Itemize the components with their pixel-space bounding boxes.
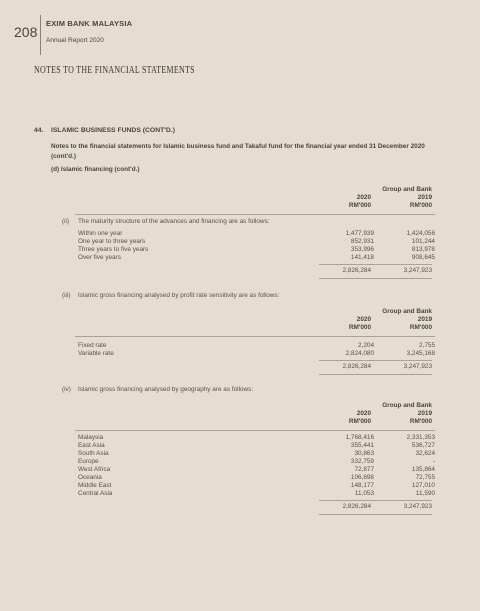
group-header: Group and Bank <box>382 308 432 315</box>
value-2019: 127,010 <box>411 481 435 489</box>
unit-2019-header: RM'000 <box>409 324 432 331</box>
table-row <box>78 449 435 457</box>
table-body <box>78 229 435 261</box>
value-2020: 11,053 <box>354 489 374 497</box>
total-rule-bottom <box>319 514 432 515</box>
total-row <box>319 267 432 274</box>
report-title: Annual Report 2020 <box>46 37 104 44</box>
table-row <box>78 473 435 481</box>
table-row <box>78 457 435 465</box>
value-2019: - <box>432 457 435 465</box>
bank-name: EXIM BANK MALAYSIA <box>46 19 133 28</box>
total-2020: 2,826,284 <box>342 363 371 370</box>
total-2019: 3,247,923 <box>403 267 432 274</box>
total-rule-bottom <box>319 278 432 279</box>
row-label: Malaysia <box>78 433 104 441</box>
row-label: Middle East <box>78 481 112 489</box>
value-2019: 101,244 <box>411 237 435 245</box>
value-2020: 1,768,416 <box>345 433 374 441</box>
year-2020-header: 2020 <box>356 194 371 201</box>
row-label: Over five years <box>78 253 121 261</box>
section-intro: Notes to the financial statements for Islamic business fund and Takaful fund for the financial year ended 31 December 2020 (cont'd.) <box>51 143 425 160</box>
total-rule-bottom <box>319 374 432 375</box>
section-number: 44. <box>34 127 44 134</box>
row-label: Central Asia <box>78 489 113 497</box>
value-2019: 32,624 <box>415 449 435 457</box>
table-numeral: (iii) <box>62 292 71 299</box>
value-2020: 106,698 <box>350 473 374 481</box>
table-row <box>78 341 435 349</box>
table-description: Islamic gross financing analysed by profit rate sensitivity are as follows: <box>78 292 280 299</box>
total-rule-top <box>319 360 432 361</box>
unit-2020-header: RM'000 <box>348 202 371 209</box>
table-divider <box>75 214 435 215</box>
row-label: Europe <box>78 457 99 465</box>
row-label: West Africa <box>78 465 111 473</box>
total-row <box>319 503 432 510</box>
section-subtitle: (d) Islamic financing (cont'd.) <box>51 166 140 173</box>
header-divider <box>40 15 41 55</box>
table-body <box>78 341 435 357</box>
year-2019-header: 2019 <box>417 410 432 417</box>
value-2020: 148,177 <box>350 481 374 489</box>
row-label: Variable rate <box>78 349 114 357</box>
value-2019: 813,978 <box>411 245 435 253</box>
row-label: East Asia <box>78 441 105 449</box>
value-2020: 355,441 <box>350 441 374 449</box>
value-2019: 3,245,168 <box>406 349 435 357</box>
group-header: Group and Bank <box>382 402 432 409</box>
table-divider <box>75 336 435 337</box>
page-number: 208 <box>14 24 38 40</box>
year-2020-header: 2020 <box>356 410 371 417</box>
value-2020: 2,204 <box>358 341 374 349</box>
value-2019: 2,755 <box>419 341 435 349</box>
year-2019-header: 2019 <box>417 194 432 201</box>
value-2020: 2,824,080 <box>345 349 374 357</box>
table-row <box>78 253 435 261</box>
table-row <box>78 489 435 497</box>
table-row <box>78 229 435 237</box>
group-header: Group and Bank <box>382 186 432 193</box>
value-2019: 135,864 <box>411 465 435 473</box>
unit-2020-header: RM'000 <box>348 418 371 425</box>
total-rule-top <box>319 500 432 501</box>
table-row <box>78 465 435 473</box>
value-2020: 332,759 <box>350 457 374 465</box>
value-2020: 1,477,939 <box>345 229 374 237</box>
table-numeral: (ii) <box>62 218 70 225</box>
unit-2019-header: RM'000 <box>409 202 432 209</box>
section-title: ISLAMIC BUSINESS FUNDS (CONT'D.) <box>51 127 175 134</box>
value-2019: 1,424,056 <box>406 229 435 237</box>
row-label: Within one year <box>78 229 123 237</box>
table-numeral: (iv) <box>62 386 71 393</box>
row-label: Oceania <box>78 473 102 481</box>
row-label: South Asia <box>78 449 109 457</box>
table-body <box>78 433 435 497</box>
table-row <box>78 245 435 253</box>
table-description: Islamic gross financing analysed by geography are as follows: <box>78 386 254 393</box>
total-rule-top <box>319 264 432 265</box>
row-label: One year to three years <box>78 237 146 245</box>
value-2020: 353,996 <box>350 245 374 253</box>
year-2020-header: 2020 <box>356 316 371 323</box>
table-row <box>78 481 435 489</box>
total-2019: 3,247,923 <box>403 363 432 370</box>
value-2019: 11,590 <box>415 489 435 497</box>
table-divider <box>75 430 435 431</box>
table-row <box>78 237 435 245</box>
value-2020: 852,931 <box>350 237 374 245</box>
value-2020: 141,418 <box>350 253 374 261</box>
total-2020: 2,826,284 <box>342 267 371 274</box>
table-row <box>78 349 435 357</box>
year-2019-header: 2019 <box>417 316 432 323</box>
unit-2019-header: RM'000 <box>409 418 432 425</box>
value-2019: 536,727 <box>411 441 435 449</box>
value-2019: 908,645 <box>411 253 435 261</box>
table-row <box>78 433 435 441</box>
value-2020: 30,863 <box>354 449 374 457</box>
unit-2020-header: RM'000 <box>348 324 371 331</box>
value-2019: 72,755 <box>415 473 435 481</box>
table-description: The maturity structure of the advances and financing are as follows: <box>78 218 270 225</box>
notes-title: NOTES TO THE FINANCIAL STATEMENTS <box>34 64 195 76</box>
value-2020: 72,877 <box>354 465 374 473</box>
row-label: Three years to five years <box>78 245 149 253</box>
value-2019: 2,331,353 <box>406 433 435 441</box>
total-2020: 2,826,284 <box>342 503 371 510</box>
row-label: Fixed rate <box>78 341 107 349</box>
table-row <box>78 441 435 449</box>
total-row <box>319 363 432 370</box>
total-2019: 3,247,923 <box>403 503 432 510</box>
